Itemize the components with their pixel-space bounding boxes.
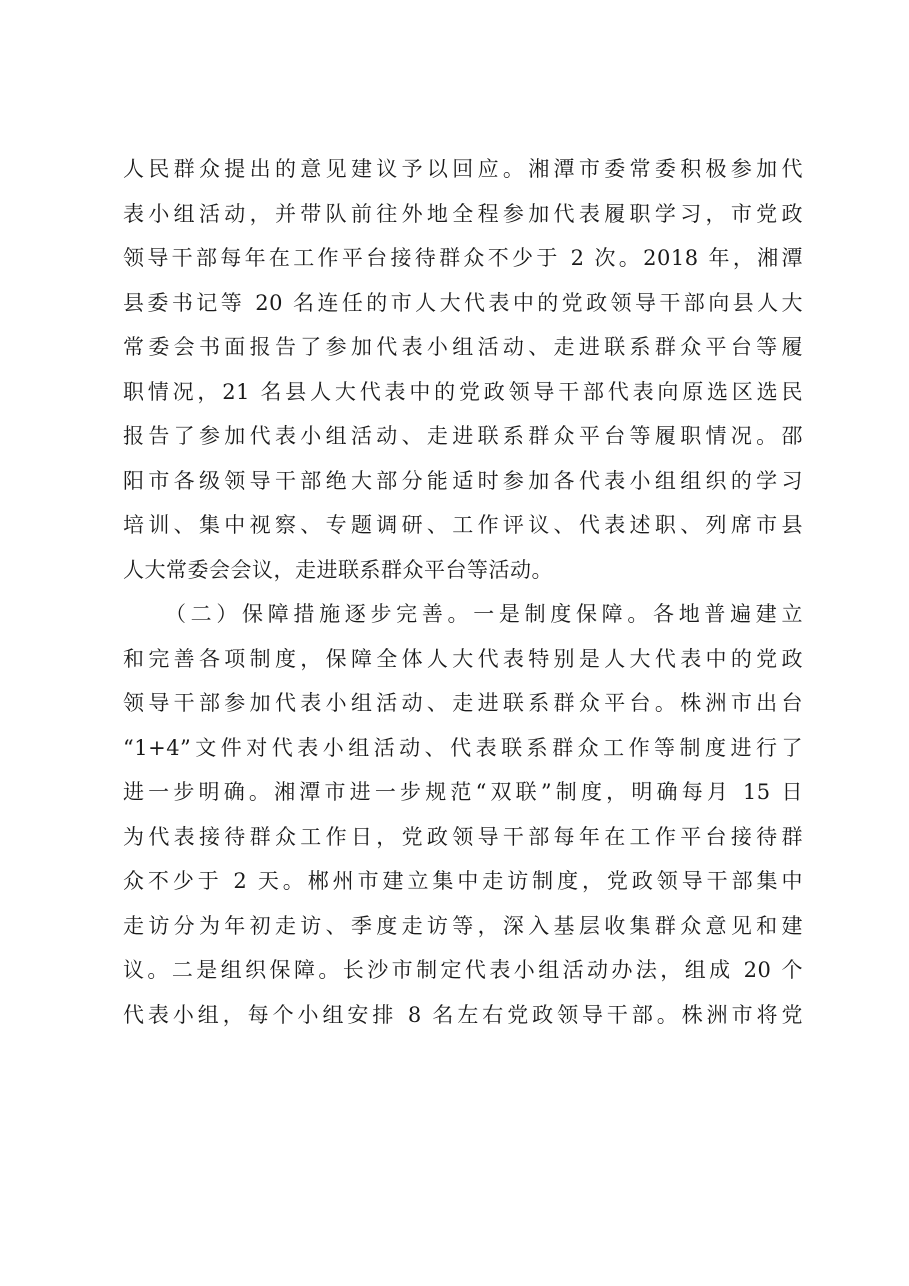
body-text — [123, 147, 803, 1037]
text-line: 进一步明确。湘潭市进一步规范“双联”制度，明确每月 15 日 — [123, 780, 803, 804]
text-line: “1+4”文件对代表小组活动、代表联系群众工作等制度进行了 — [123, 735, 803, 760]
text-line: 领导干部参加代表小组活动、走进联系群众平台。株洲市出台 — [123, 691, 803, 715]
text-line: 议。二是组织保障。长沙市制定代表小组活动办法，组成 20 个 — [123, 958, 803, 982]
text-line: 县委书记等 20 名连任的市人大代表中的党政领导干部向县人大 — [123, 290, 803, 315]
text-line: 众不少于 2 天。郴州市建立集中走访制度，党政领导干部集中 — [123, 869, 803, 893]
text-line: 人民群众提出的意见建议予以回应。湘潭市委常委积极参加代 — [123, 157, 803, 181]
text-line: 培训、集中视察、专题调研、工作评议、代表述职、列席市县 — [123, 513, 803, 537]
text-line: 为代表接待群众工作日，党政领导干部每年在工作平台接待群 — [123, 824, 803, 849]
text-line: 表小组活动，并带队前往外地全程参加代表履职学习，市党政 — [123, 201, 803, 226]
text-line: 报告了参加代表小组活动、走进联系群众平台等履职情况。邵 — [123, 424, 803, 448]
text-line: 常委会书面报告了参加代表小组活动、走进联系群众平台等履 — [123, 335, 803, 359]
text-line: 领导干部每年在工作平台接待群众不少于 2 次。2018 年，湘潭 — [123, 246, 803, 270]
text-line: 和完善各项制度，保障全体人大代表特别是人大代表中的党政 — [123, 646, 803, 671]
text-line: 人大常委会会议，走进联系群众平台等活动。 — [123, 557, 553, 582]
text-line: 代表小组，每个小组安排 8 名左右党政领导干部。株洲市将党 — [123, 1002, 803, 1027]
text-line: 职情况，21 名县人大代表中的党政领导干部代表向原选区选民 — [123, 379, 803, 404]
text-line: 走访分为年初走访、季度走访等，深入基层收集群众意见和建 — [123, 913, 803, 938]
text-line: 阳市各级领导干部绝大部分能适时参加各代表小组组织的学习 — [123, 468, 803, 493]
text-line: （二）保障措施逐步完善。一是制度保障。各地普遍建立 — [165, 602, 803, 626]
